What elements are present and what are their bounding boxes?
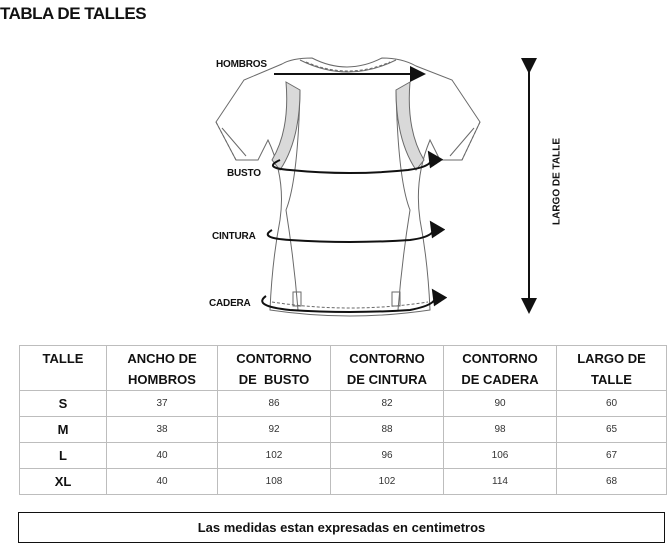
label-cintura: CINTURA xyxy=(212,231,256,242)
tshirt-outline xyxy=(216,58,480,316)
table-cell: 40 xyxy=(107,469,218,495)
header-contorno-busto: CONTORNO DE BUSTO xyxy=(218,346,331,391)
table-cell: 90 xyxy=(444,391,557,417)
table-cell: 114 xyxy=(444,469,557,495)
size-table xyxy=(19,345,667,495)
table-cell: 92 xyxy=(218,417,331,443)
label-cadera: CADERA xyxy=(209,298,251,309)
label-hombros: HOMBROS xyxy=(216,59,267,70)
table-row xyxy=(20,443,667,469)
table-cell: 106 xyxy=(444,443,557,469)
table-cell: 98 xyxy=(444,417,557,443)
header-contorno-cadera: CONTORNO DE CADERA xyxy=(444,346,557,391)
measure-lines xyxy=(262,70,529,312)
label-largo-de-talle: LARGO DE TALLE xyxy=(551,137,563,226)
table-row xyxy=(20,391,667,417)
table-header-row xyxy=(20,346,667,391)
size-cell: M xyxy=(20,417,107,443)
table-cell: 82 xyxy=(331,391,444,417)
page-title: TABLA DE TALLES xyxy=(0,4,147,23)
table-cell: 40 xyxy=(107,443,218,469)
size-cell: L xyxy=(20,443,107,469)
header-contorno-cintura: CONTORNO DE CINTURA xyxy=(331,346,444,391)
table-cell: 60 xyxy=(557,391,667,417)
table-cell: 37 xyxy=(107,391,218,417)
table-cell: 68 xyxy=(557,469,667,495)
size-cell: XL xyxy=(20,469,107,495)
header-ancho-hombros: ANCHO DE HOMBROS xyxy=(107,346,218,391)
side-panels xyxy=(272,82,424,170)
table-row xyxy=(20,417,667,443)
header-talle: TALLE xyxy=(20,346,107,391)
table-cell: 67 xyxy=(557,443,667,469)
table-cell: 65 xyxy=(557,417,667,443)
table-cell: 38 xyxy=(107,417,218,443)
table-cell: 108 xyxy=(218,469,331,495)
table-cell: 86 xyxy=(218,391,331,417)
table-row xyxy=(20,469,667,495)
header-largo-talle: LARGO DE TALLE xyxy=(557,346,667,391)
units-note: Las medidas estan expresadas en centimetros xyxy=(18,512,665,543)
label-busto: BUSTO xyxy=(227,168,261,179)
table-cell: 96 xyxy=(331,443,444,469)
table-cell: 88 xyxy=(331,417,444,443)
size-cell: S xyxy=(20,391,107,417)
table-cell: 102 xyxy=(331,469,444,495)
table-cell: 102 xyxy=(218,443,331,469)
